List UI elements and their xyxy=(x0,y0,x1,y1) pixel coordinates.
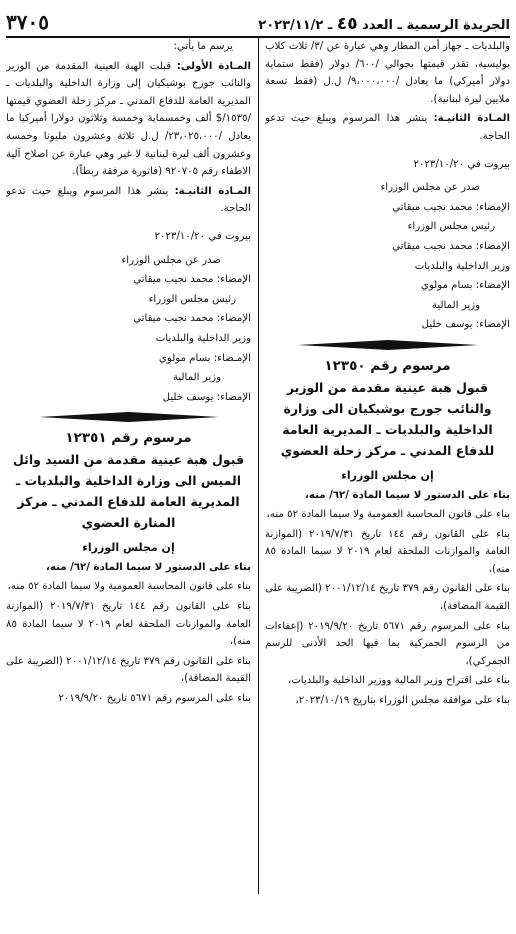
article-label: المـادة الثانيـة: xyxy=(433,113,510,125)
issued-by: صدر عن مجلس الوزراء xyxy=(380,182,480,194)
section-divider-ornament xyxy=(298,340,478,350)
basis-clause: بناء على المرسوم رقم ٥٦٧١ تاريخ ٢٠١٩/٩/٢٠ (إعفاءات من الرسوم الجمركية بما فيها الحد الأدنى للرسم الجمركي)، xyxy=(265,620,510,667)
gazette-name: الجريدة الرسمية ـ العدد xyxy=(362,18,510,33)
article-label: المـادة الثانيـة: xyxy=(174,185,251,197)
page-header xyxy=(6,6,510,38)
article-text: قبلت الهبة العينية المقدمة من الوزير والنائب جورج بوشيكيان إلى وزارة الداخلية والبلديات ـ المديرية العامة للدفاع المدني ـ مركز زحلة العضوي قيمتها /١٥٣٥/$ ألف وخمسماية وخمسة وثلاثون دولارا أميركيا ما يعادل /٢٣،٠٢٥،٠٠٠/ ل.ل ثلاثة وعشرون مليونا وخمسة وعشرون ألف ليرة لبنانية لا غير وهي عبارة عن اصلاح آلية الاطفاء رقم ٩٢٠٧٠٥ (فاتورة مرفقة ربطاً). xyxy=(6,60,251,178)
page-number: ٣٧٠٥ xyxy=(6,10,49,34)
signature-line: الإمـضاء: بسام مولوي xyxy=(158,352,251,364)
article-1 xyxy=(6,58,251,181)
article-label: المـادة الأولى: xyxy=(176,60,251,72)
continuation-text: والبلديات ـ جهاز أمن المطار وهي عبارة عن /٣/ ثلاث كلاب بوليسية، تقدر قيمتها بحوالي /٦٠٠/ دولار (فقط ستماية دولار أميركي) ما يعادل /٩،٠٠٠،٠٠٠/ ل.ل (فقط تسعة ملايين ليرة لبنانية). xyxy=(265,41,510,105)
signature-line: الإمضاء: محمد نجيب ميقاتي xyxy=(392,240,510,252)
section-divider-ornament xyxy=(39,412,219,422)
basis-clause: بناء على الدستور لا سيما المادة /٦٢/ منه، xyxy=(46,561,251,573)
council-heading: إن مجلس الوزراء xyxy=(82,541,175,555)
finance-minister-title: وزير المالية xyxy=(172,372,221,384)
header-title xyxy=(258,14,510,34)
signature-line: الإمضاء: محمد نجيب ميقاتي xyxy=(133,274,251,286)
basis-clause: بناء على القانون رقم ١٤٤ تاريخ ٢٠١٩/٧/٣١ (الموازنة العامة والموازنات الملحقة لعام ٢٠١٩ لا سيما المادة ٨٥ منه)، xyxy=(265,528,510,575)
article-2 xyxy=(265,110,510,145)
basis-clause: بناء على القانون رقم ٣٧٩ تاريخ ٢٠٠١/١٢/١٤ (الضريبة على القيمة المضافة)، xyxy=(265,583,510,613)
basis-clause: بناء على موافقة مجلس الوزراء بتاريخ ٢٠٢٣/١٠/١٩، xyxy=(295,695,510,707)
decree-number: مرسوم رقم ١٢٣٥٠ xyxy=(324,357,451,374)
basis-clause: بناء على القانون رقم ٣٧٩ تاريخ ٢٠٠١/١٢/١٤ (الضريبة على القيمة المضافة)، xyxy=(6,655,251,685)
issue-number: ٤٥ xyxy=(336,14,358,34)
signature-line: الإمضاء: بسام مولوي xyxy=(420,280,510,292)
basis-clause: بناء على اقتراح وزير المالية ووزير الداخلية والبلديات، xyxy=(287,675,510,687)
article-2 xyxy=(6,183,251,218)
decree-subject: قبول هبة عينية مقدمة من الوزير والنائب جورج بوشيكيان الى وزارة الداخلية والبلديات ـ المديرية العامة للدفاع المدني ـ مركز زحلة العضوي xyxy=(280,379,495,458)
finance-minister-title: وزير المالية xyxy=(431,299,480,311)
decree-heading xyxy=(265,356,510,461)
decrees-intro: يرسم ما يأتي: xyxy=(173,41,233,52)
interior-minister-title: وزير الداخلية والبلديات xyxy=(414,260,510,272)
signature-line: الإمضاء: محمد نجيب ميقاتي xyxy=(392,201,510,213)
article-text: ينشر هذا المرسوم ويبلغ حيث تدعو الحاجة. xyxy=(6,185,251,215)
council-heading: إن مجلس الوزراء xyxy=(341,468,434,482)
signature-line: الإمضاء: محمد نجيب ميقاتي xyxy=(133,313,251,325)
issued-by: صدر عن مجلس الوزراء xyxy=(121,254,221,266)
basis-clause: بناء على المرسوم رقم ٥٦٧١ تاريخ ٢٠١٩/٩/٢٠ xyxy=(58,693,251,705)
signature-line: الإمضاء: يوسف خليل xyxy=(421,319,510,331)
signature-date: بيروت في ٢٠٢٣/١٠/٢٠ xyxy=(413,158,510,170)
left-column xyxy=(6,38,251,930)
decree-heading xyxy=(6,428,251,533)
column-divider xyxy=(258,38,259,894)
article-text: ينشر هذا المرسوم ويبلغ حيث تدعو الحاجة. xyxy=(265,113,510,142)
prime-minister-title: رئيس مجلس الوزراء xyxy=(148,293,236,305)
interior-minister-title: وزير الداخلية والبلديات xyxy=(155,332,251,344)
basis-clause: بناء على الدستور لا سيما المادة /٦٢/ منه، xyxy=(305,489,510,501)
issue-date: ـ ٢٠٢٣/١١/٢ xyxy=(258,18,333,33)
basis-clause: بناء على قانون المحاسبة العمومية ولا سيما المادة ٥٢ منه، xyxy=(266,509,510,521)
right-column xyxy=(265,38,510,930)
basis-clause: بناء على القانون رقم ١٤٤ تاريخ ٢٠١٩/٧/٣١ (الموازنة العامة والموازنات الملحقة لعام ٢٠١٩ لا سيما المادة ٨٥ منه)، xyxy=(6,601,251,648)
decree-number: مرسوم رقم ١٢٣٥١ xyxy=(65,430,192,447)
signature-line: الإمضاء: يوسف خليل xyxy=(162,391,251,403)
prime-minister-title: رئيس مجلس الوزراء xyxy=(407,221,495,233)
decree-subject: قبول هبة عينية مقدمة من السيد وائل الميس الى وزارة الداخلية والبلديات ـ المديرية العامة للدفاع المدني ـ مركز المنارة العضوي xyxy=(12,452,245,531)
basis-clause: بناء على قانون المحاسبة العمومية ولا سيما المادة ٥٢ منه، xyxy=(7,581,251,593)
signature-date: بيروت في ٢٠٢٣/١٠/٢٠ xyxy=(154,230,251,242)
